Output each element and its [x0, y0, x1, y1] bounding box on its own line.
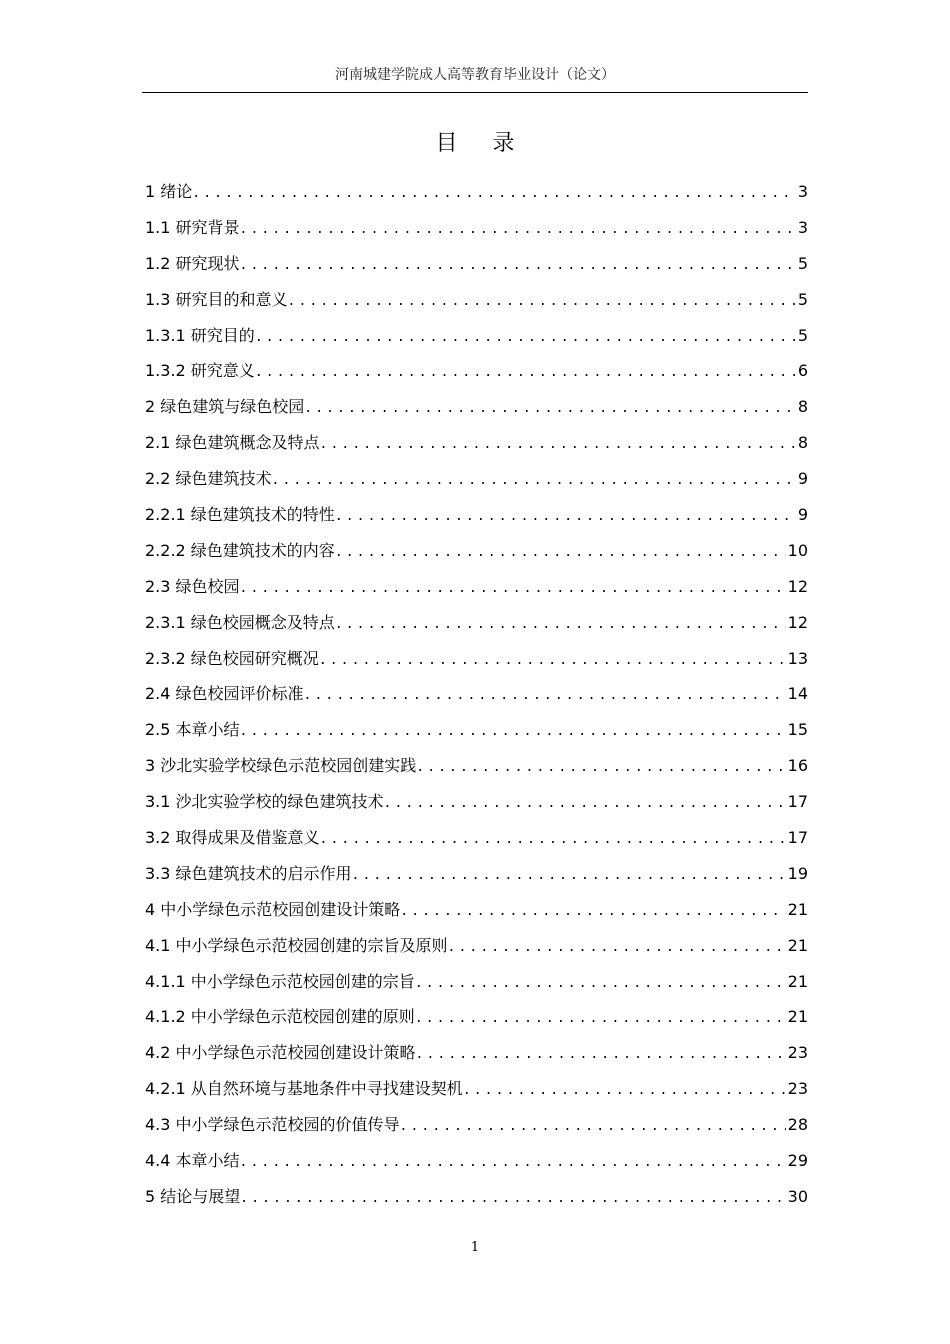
toc-entry[interactable]	[145, 318, 808, 354]
toc-entry[interactable]	[145, 389, 808, 425]
toc-entry-page: 5	[797, 289, 808, 309]
toc-entry-page: 21	[787, 971, 808, 991]
page-header: 河南城建学院成人高等教育毕业设计（论文）	[335, 67, 615, 83]
toc-entry-page: 14	[787, 684, 808, 704]
toc-entry[interactable]	[145, 641, 808, 677]
toc-entry-page: 29	[787, 1151, 808, 1171]
toc-dot-leader	[416, 750, 785, 786]
toc-dot-leader	[416, 1037, 786, 1073]
toc-dot-leader	[255, 355, 796, 391]
toc-entry-label: 3 沙北实验学校绿色示范校园创建实践	[145, 756, 417, 776]
toc-entry-label: 4 中小学绿色示范校园创建设计策略	[145, 899, 401, 919]
toc-dot-leader	[320, 427, 796, 463]
toc-dot-leader	[240, 212, 796, 248]
toc-entry[interactable]	[145, 353, 808, 389]
toc-dot-leader	[352, 858, 786, 894]
toc-entry[interactable]	[145, 210, 808, 246]
toc-entry[interactable]	[145, 1143, 808, 1179]
toc-dot-leader	[240, 248, 796, 284]
toc-entry[interactable]	[145, 282, 808, 318]
toc-entry[interactable]	[145, 999, 808, 1035]
toc-entry-page: 10	[787, 540, 808, 560]
toc-entry-page: 3	[797, 182, 808, 201]
toc-dot-leader	[384, 786, 786, 822]
toc-entry[interactable]	[145, 497, 808, 533]
toc-entry-page: 8	[797, 433, 808, 453]
toc-entry[interactable]	[145, 748, 808, 784]
toc-entry-page: 5	[797, 253, 808, 273]
toc-entry-label: 1.2 研究现状	[145, 253, 240, 273]
toc-entry-page: 23	[787, 1079, 808, 1099]
toc-entry-page: 17	[787, 828, 808, 848]
toc-entry-page: 28	[787, 1115, 808, 1135]
toc-dot-leader	[288, 284, 796, 320]
toc-entry-label: 1.3.1 研究目的	[145, 325, 255, 345]
toc-entry-label: 1.3 研究目的和意义	[145, 289, 288, 309]
toc-entry-page: 21	[787, 935, 808, 955]
toc-entry[interactable]	[145, 784, 808, 820]
toc-entry-label: 4.1 中小学绿色示范校园创建的宗旨及原则	[145, 935, 448, 955]
toc-entry-page: 6	[797, 361, 808, 381]
page-number: 1	[470, 1240, 480, 1255]
toc-entry[interactable]	[145, 1107, 808, 1143]
toc-entry[interactable]	[145, 856, 808, 892]
toc-dot-leader	[272, 463, 796, 499]
toc-dot-leader	[240, 1145, 786, 1181]
toc-entry-label: 3.1 沙北实验学校的绿色建筑技术	[145, 792, 384, 812]
toc-entry[interactable]	[145, 605, 808, 641]
toc-entry[interactable]	[145, 246, 808, 282]
toc-dot-leader	[400, 894, 785, 930]
toc-entry-page: 13	[787, 648, 808, 668]
toc-title: 目 录	[435, 131, 529, 156]
toc-dot-leader	[448, 930, 786, 966]
toc-dot-leader	[320, 822, 786, 858]
header-rule	[142, 92, 808, 93]
toc-entry-page: 21	[787, 899, 808, 919]
toc-entry-label: 2.3.1 绿色校园概念及特点	[145, 612, 335, 632]
toc-entry-label: 1 绪论	[145, 182, 193, 201]
toc-entry-page: 23	[787, 1043, 808, 1063]
toc-entry-label: 1.1 研究背景	[145, 217, 240, 237]
toc-entry[interactable]	[145, 964, 808, 1000]
toc-dot-leader	[463, 1073, 786, 1109]
toc-entry-page: 12	[787, 612, 808, 632]
toc-entry-page: 16	[787, 756, 808, 776]
toc-entry-label: 3.3 绿色建筑技术的启示作用	[145, 863, 352, 883]
toc-entry[interactable]	[145, 676, 808, 712]
toc-entry[interactable]	[145, 461, 808, 497]
toc-dot-leader	[304, 391, 796, 427]
toc-entry-page: 15	[787, 720, 808, 740]
toc-entry-page: 5	[797, 325, 808, 345]
toc-entry-label: 2.2.1 绿色建筑技术的特性	[145, 505, 335, 525]
toc-entry-label: 2.3.2 绿色校园研究概况	[145, 648, 319, 668]
toc-entry-label: 1.3.2 研究意义	[145, 361, 255, 381]
toc-entry-label: 2 绿色建筑与绿色校园	[145, 397, 305, 417]
toc-entry-label: 2.1 绿色建筑概念及特点	[145, 433, 320, 453]
toc-entry-label: 2.3 绿色校园	[145, 576, 240, 596]
toc-dot-leader	[335, 535, 786, 571]
toc-dot-leader	[240, 571, 786, 607]
toc-entry-label: 4.2 中小学绿色示范校园创建设计策略	[145, 1043, 416, 1063]
toc-entry[interactable]	[145, 533, 808, 569]
toc-entry[interactable]	[145, 712, 808, 748]
toc-entry-page: 21	[787, 1007, 808, 1027]
toc-entry[interactable]	[145, 1035, 808, 1071]
toc-dot-leader	[335, 607, 786, 643]
toc-entry-label: 5 结论与展望	[145, 1186, 241, 1206]
toc-entry-page: 9	[797, 469, 808, 489]
toc-dot-leader	[240, 1181, 785, 1217]
toc-entry-label: 3.2 取得成果及借鉴意义	[145, 828, 320, 848]
toc-dot-leader	[192, 176, 796, 212]
toc-entry-label: 4.2.1 从自然环境与基地条件中寻找建设契机	[145, 1079, 463, 1099]
toc-dot-leader	[255, 320, 796, 356]
toc-entry-label: 2.2.2 绿色建筑技术的内容	[145, 540, 335, 560]
toc-dot-leader	[240, 714, 786, 750]
toc-dot-leader	[319, 643, 786, 679]
toc-entry-page: 17	[787, 792, 808, 812]
toc-entry[interactable]	[145, 820, 808, 856]
toc-dot-leader	[415, 966, 786, 1002]
toc-entry[interactable]	[145, 569, 808, 605]
toc-entry[interactable]	[145, 1071, 808, 1107]
toc-entry-page: 12	[787, 576, 808, 596]
toc-entry[interactable]	[145, 928, 808, 964]
toc-entry[interactable]	[145, 1179, 808, 1215]
toc-entry-page: 19	[787, 863, 808, 883]
toc-entry-label: 4.4 本章小结	[145, 1151, 240, 1171]
toc-entry-page: 8	[797, 397, 808, 417]
toc-entry-page: 3	[797, 217, 808, 237]
toc-entry-label: 4.1.1 中小学绿色示范校园创建的宗旨	[145, 971, 415, 991]
toc-entry-label: 4.3 中小学绿色示范校园的价值传导	[145, 1115, 400, 1135]
toc-dot-leader	[335, 499, 796, 535]
toc-entry-label: 4.1.2 中小学绿色示范校园创建的原则	[145, 1007, 415, 1027]
toc-entry-label: 2.2 绿色建筑技术	[145, 469, 272, 489]
toc-entry-page: 30	[787, 1186, 808, 1206]
toc-entry[interactable]	[145, 425, 808, 461]
toc-dot-leader	[400, 1109, 786, 1145]
toc-entry-page: 9	[797, 505, 808, 525]
toc-entry-label: 2.4 绿色校园评价标准	[145, 684, 304, 704]
toc-entry[interactable]	[145, 892, 808, 928]
toc-entry-label: 2.5 本章小结	[145, 720, 240, 740]
toc-dot-leader	[415, 1001, 786, 1037]
toc-entry[interactable]	[145, 174, 808, 210]
table-of-contents	[145, 174, 808, 1215]
toc-dot-leader	[304, 678, 786, 714]
